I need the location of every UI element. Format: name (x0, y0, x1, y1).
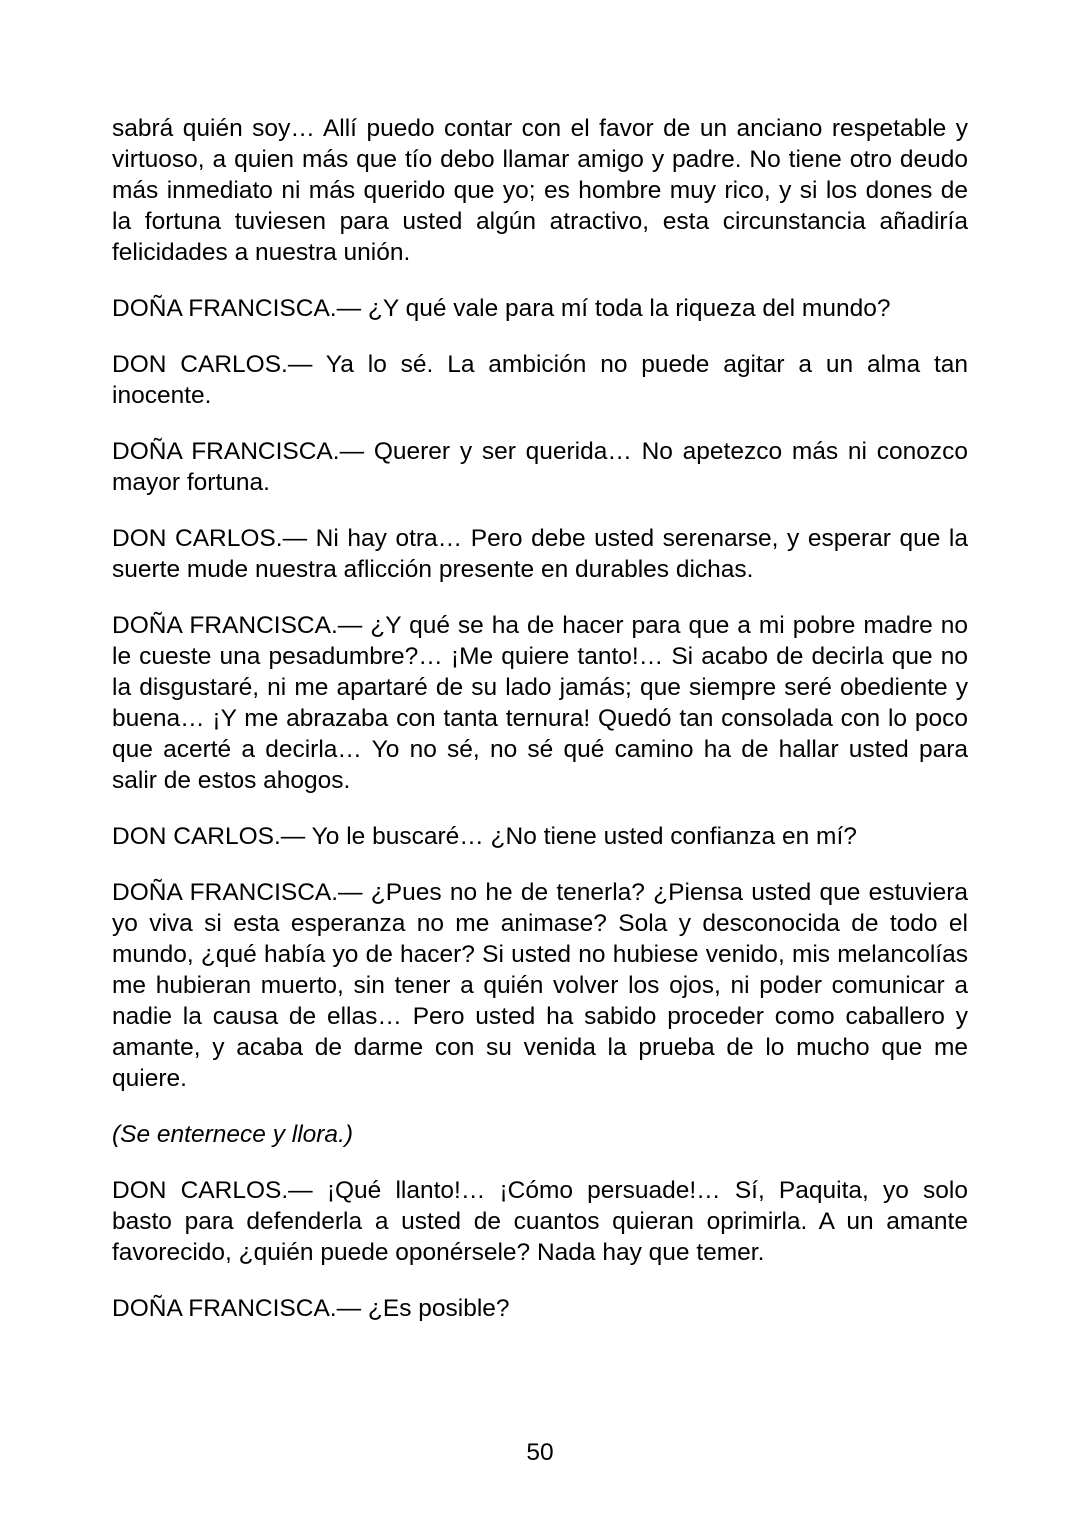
page-number: 50 (526, 1439, 554, 1466)
dialogue-don-carlos: DON CARLOS.— ¡Qué llanto!… ¡Cómo persuade!… Sí, Paquita, yo solo basto para defenderla a usted de cuantos quieran oprimirla. A un amante favorecido, ¿quién puede oponérsele? Nada hay que temer. (112, 1177, 968, 1266)
dialogue-dona-francisca: DOÑA FRANCISCA.— Querer y ser querida… No apetezco más ni conozco mayor fortuna. (112, 438, 968, 496)
dialogue-don-carlos: DON CARLOS.— Yo le buscaré… ¿No tiene usted confianza en mí? (112, 823, 857, 850)
dialogue-dona-francisca: DOÑA FRANCISCA.— ¿Y qué vale para mí toda la riqueza del mundo? (112, 295, 891, 322)
dialogue-don-carlos: DON CARLOS.— Ni hay otra… Pero debe usted serenarse, y esperar que la suerte mude nuestra aflicción presente en durables dichas. (112, 525, 968, 583)
paragraph-continuation: sabrá quién soy… Allí puedo contar con el favor de un anciano respetable y virtuoso, a quien más que tío debo llamar amigo y padre. No tiene otro deudo más inmediato ni más querido que yo; es hombre muy rico, y si los dones de la fortuna tuviesen para usted algún atractivo, esta circunstancia añadiría felicidades a nuestra unión. (112, 115, 968, 266)
dialogue-dona-francisca: DOÑA FRANCISCA.— ¿Y qué se ha de hacer para que a mi pobre madre no le cueste una pesadumbre?… ¡Me quiere tanto!… Si acabo de decirla que no la disgustaré, ni me apartaré de su lado jamás; que siempre seré obediente y buena… ¡Y me abrazaba con tanta ternura! Quedó tan consolada con lo poco que acerté a decirla… Yo no sé, no sé qué camino ha de hallar usted para salir de estos ahogos. (112, 612, 968, 794)
stage-direction: (Se enternece y llora.) (112, 1121, 354, 1148)
page-body (112, 113, 968, 1349)
dialogue-dona-francisca: DOÑA FRANCISCA.— ¿Pues no he de tenerla? ¿Piensa usted que estuviera yo viva si esta esperanza no me animase? Sola y desconocida de todo el mundo, ¿qué había yo de hacer? Si usted no hubiese venido, mis melancolías me hubieran muerto, sin tener a quién volver los ojos, ni poder comunicar a nadie la causa de ellas… Pero usted ha sabido proceder como caballero y amante, y acaba de darme con su venida la prueba de lo mucho que me quiere. (112, 879, 968, 1092)
dialogue-don-carlos: DON CARLOS.— Ya lo sé. La ambición no puede agitar a un alma tan inocente. (112, 351, 968, 409)
dialogue-dona-francisca: DOÑA FRANCISCA.— ¿Es posible? (112, 1295, 510, 1322)
